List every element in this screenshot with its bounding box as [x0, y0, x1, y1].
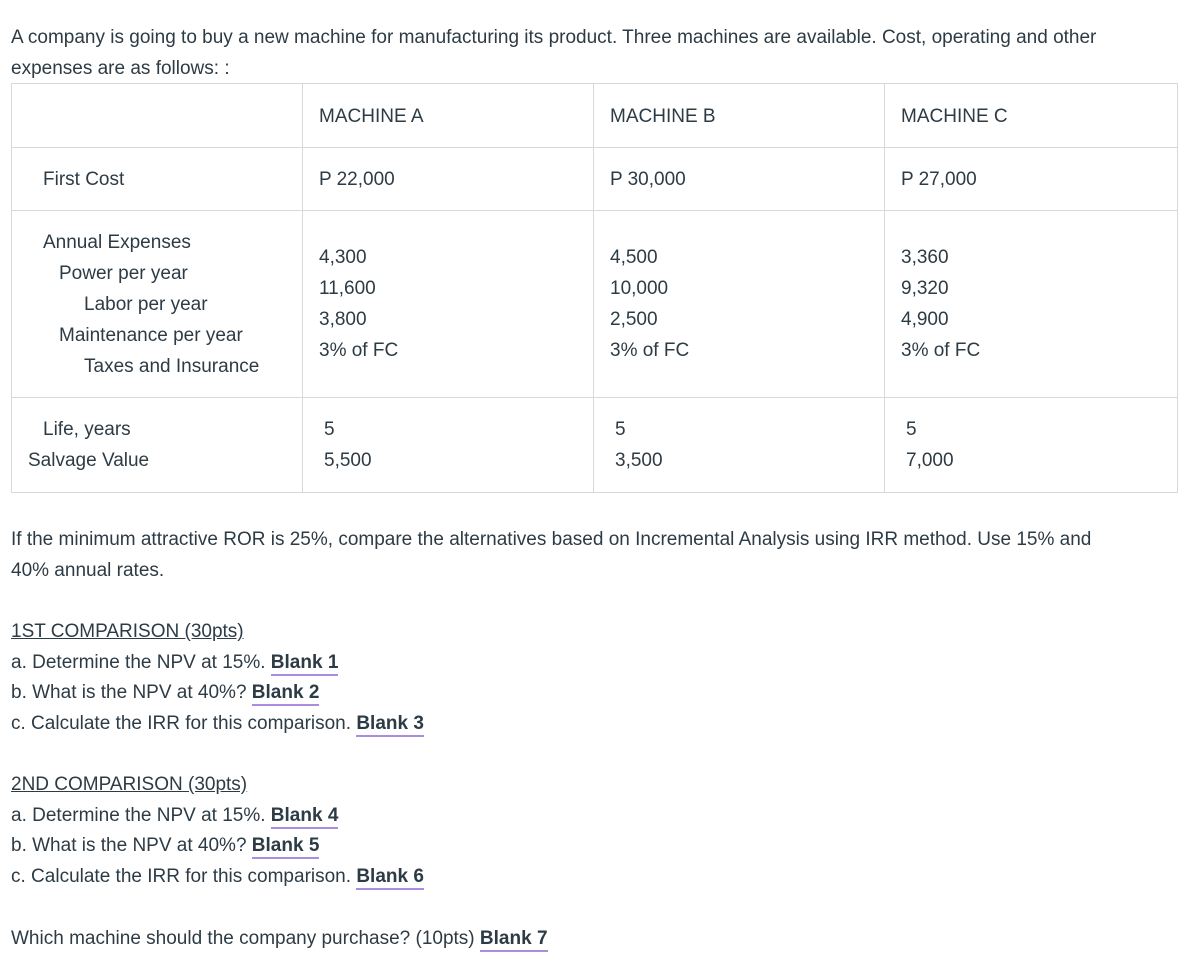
- life-machine-a: 5: [324, 419, 335, 440]
- power-machine-a: 4,300: [319, 247, 367, 268]
- first-cost-row: [12, 148, 1178, 211]
- annual-expenses-label: Annual Expenses: [43, 232, 191, 253]
- life-machine-c: 5: [906, 419, 917, 440]
- comparison-2-item-a: a. Determine the NPV at 15%. Blank 4: [11, 801, 424, 832]
- life-salvage-machine-c: [885, 398, 1178, 493]
- comparison-1-item-a: a. Determine the NPV at 15%. Blank 1: [11, 648, 424, 679]
- intro-line-2: expenses are as follows: :: [11, 58, 230, 79]
- taxes-machine-a: 3% of FC: [319, 340, 399, 361]
- maintenance-machine-a: 3,800: [319, 309, 367, 330]
- maintenance-machine-c: 4,900: [901, 309, 949, 330]
- first-cost-machine-c: P 27,000: [885, 148, 1178, 211]
- intro-line-1: A company is going to buy a new machine for manufacturing its product. Three machines are available. Cost, operating and other: [11, 27, 1097, 48]
- life-machine-b: 5: [615, 419, 626, 440]
- comparison-2: [11, 770, 424, 892]
- taxes-machine-c: 3% of FC: [901, 340, 981, 361]
- maintenance-machine-b: 2,500: [610, 309, 658, 330]
- question-line-1: If the minimum attractive ROR is 25%, compare the alternatives based on Incremental Analysis using IRR method. Use 15% and: [11, 529, 1092, 550]
- first-cost-machine-b: P 30,000: [594, 148, 885, 211]
- blank-1[interactable]: Blank 1: [271, 652, 339, 676]
- comparison-1-item-c: c. Calculate the IRR for this comparison. Blank 3: [11, 709, 424, 740]
- labor-label: Labor per year: [84, 294, 208, 315]
- intro-text: [11, 22, 1171, 84]
- power-machine-b: 4,500: [610, 247, 658, 268]
- comparison-2-item-c: c. Calculate the IRR for this comparison. Blank 6: [11, 862, 424, 893]
- final-question-text: Which machine should the company purchase? (10pts): [11, 928, 475, 949]
- header-empty-cell: [12, 84, 303, 148]
- header-machine-c: MACHINE C: [885, 84, 1178, 148]
- comparison-1: [11, 617, 424, 739]
- life-salvage-machine-b: [594, 398, 885, 493]
- table-header-row: [12, 84, 1178, 148]
- salvage-machine-a: 5,500: [324, 450, 372, 471]
- annual-expenses-machine-b: [594, 211, 885, 398]
- annual-expenses-machine-a: [303, 211, 594, 398]
- question-line-2: 40% annual rates.: [11, 560, 165, 581]
- header-machine-b: MACHINE B: [594, 84, 885, 148]
- comparison-1-heading: 1ST COMPARISON (30pts): [11, 621, 244, 642]
- life-salvage-labels: [12, 398, 303, 493]
- annual-expenses-labels: [12, 211, 303, 398]
- taxes-insurance-label: Taxes and Insurance: [84, 356, 260, 377]
- comparison-1-item-b: b. What is the NPV at 40%? Blank 2: [11, 678, 424, 709]
- labor-machine-c: 9,320: [901, 278, 949, 299]
- power-machine-c: 3,360: [901, 247, 949, 268]
- salvage-label: Salvage Value: [28, 450, 150, 471]
- annual-expenses-machine-c: [885, 211, 1178, 398]
- blank-2[interactable]: Blank 2: [252, 682, 320, 706]
- labor-machine-b: 10,000: [610, 278, 669, 299]
- power-label: Power per year: [59, 263, 188, 284]
- salvage-machine-c: 7,000: [906, 450, 954, 471]
- first-cost-label: First Cost: [12, 148, 303, 211]
- blank-7[interactable]: Blank 7: [480, 928, 548, 952]
- labor-machine-a: 11,600: [319, 278, 376, 299]
- comparison-2-item-b: b. What is the NPV at 40%? Blank 5: [11, 831, 424, 862]
- blank-5[interactable]: Blank 5: [252, 835, 320, 859]
- final-question: [11, 923, 548, 954]
- first-cost-machine-a: P 22,000: [303, 148, 594, 211]
- life-salvage-machine-a: [303, 398, 594, 493]
- blank-3[interactable]: Blank 3: [356, 713, 424, 737]
- header-machine-a: MACHINE A: [303, 84, 594, 148]
- blank-4[interactable]: Blank 4: [271, 805, 339, 829]
- machines-table: [11, 83, 1178, 493]
- question-text: [11, 524, 1161, 586]
- life-label: Life, years: [43, 419, 131, 440]
- maintenance-label: Maintenance per year: [59, 325, 243, 346]
- blank-6[interactable]: Blank 6: [356, 866, 424, 890]
- comparison-2-heading: 2ND COMPARISON (30pts): [11, 774, 248, 795]
- annual-expenses-row: [12, 211, 1178, 398]
- taxes-machine-b: 3% of FC: [610, 340, 690, 361]
- salvage-machine-b: 3,500: [615, 450, 663, 471]
- life-salvage-row: [12, 398, 1178, 493]
